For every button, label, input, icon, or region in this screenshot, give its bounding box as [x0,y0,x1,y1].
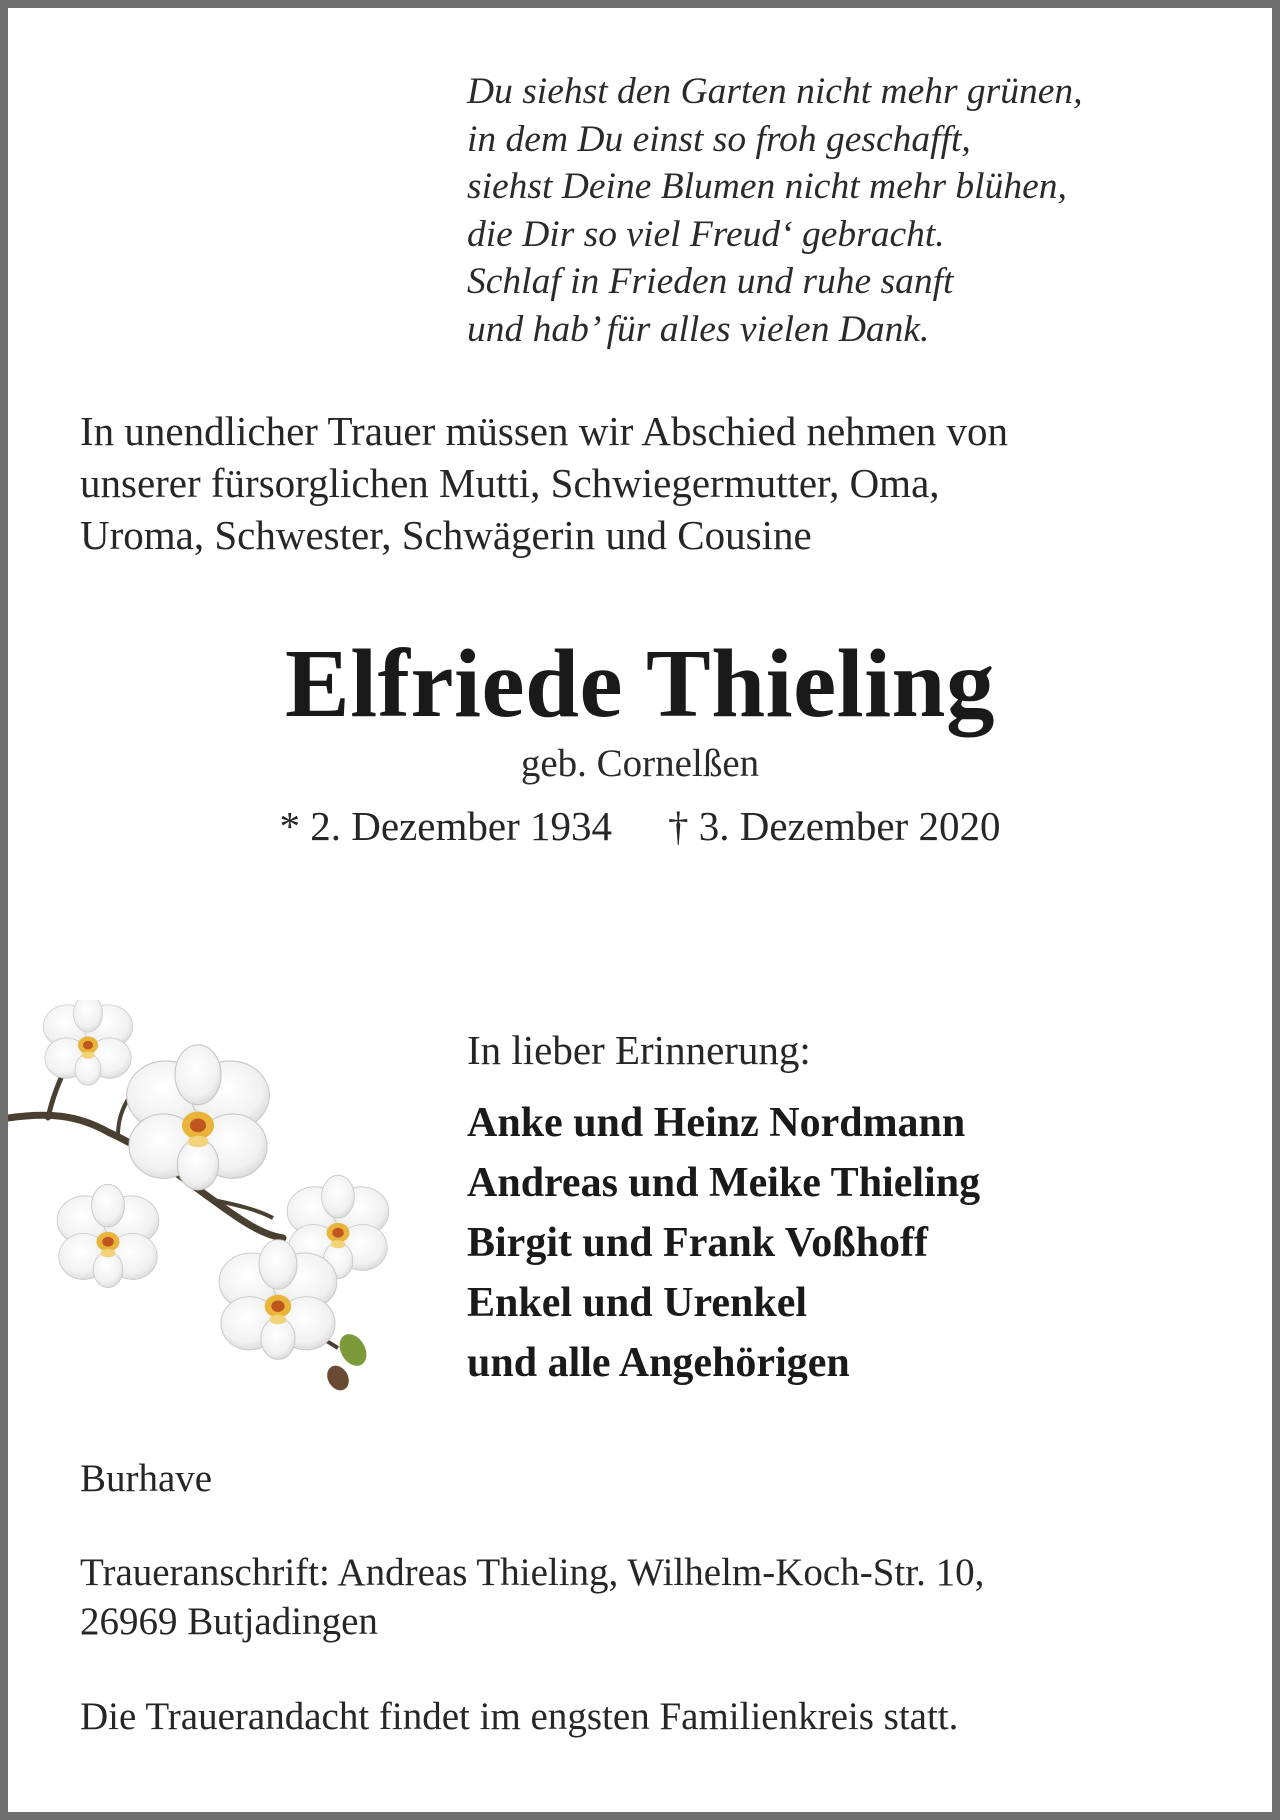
death-date: † 3. Dezember 2020 [668,803,1001,849]
mourner-name: und alle Angehörigen [467,1340,850,1386]
deceased-name: Elfriede Thieling [285,630,995,737]
intro-line: Uroma, Schwester, Schwägerin und Cousine [80,512,812,558]
mourner-list [467,1093,980,1393]
life-dates [0,800,1280,852]
intro-line: In unendlicher Trauer müssen wir Abschied nehmen von [80,408,1009,454]
mourner-name: Anke und Heinz Nordmann [467,1100,966,1146]
mourner-name: Birgit und Frank Voßhoff [467,1220,928,1266]
orchid-branch-icon [8,1000,400,1400]
poem-line: Schlaf in Frieden und ruhe sanft [467,261,954,302]
intro-line: unserer fürsorglichen Mutti, Schwiegermutter, Oma, [80,460,940,506]
birth-date: * 2. Dezember 1934 [279,803,612,849]
birth-name: geb. Cornelßen [520,742,760,785]
ceremony-note: Die Trauerandacht findet im engsten Familienkreis statt. [80,1695,959,1738]
poem [467,68,1083,353]
mourner-name: Andreas und Meike Thieling [467,1160,981,1206]
poem-line: Du siehst den Garten nicht mehr grünen, [467,71,1083,112]
mourner-name: Enkel und Urenkel [467,1280,807,1326]
place-name: Burhave [80,1457,213,1500]
poem-line: die Dir so viel Freud‘ gebracht. [467,213,945,255]
memory-heading: In lieber Erinnerung: [467,1027,811,1073]
mourning-address [80,1548,984,1646]
address-line: 26969 Butjadingen [80,1600,378,1643]
address-line: Traueranschrift: Andreas Thieling, Wilhelm-Koch-Str. 10, [80,1551,985,1594]
poem-line: in dem Du einst so froh geschafft, [467,118,971,160]
intro-text [80,405,1220,561]
poem-line: siehst Deine Blumen nicht mehr blühen, [467,166,1067,207]
poem-line: und hab’ für alles vielen Dank. [467,308,930,350]
